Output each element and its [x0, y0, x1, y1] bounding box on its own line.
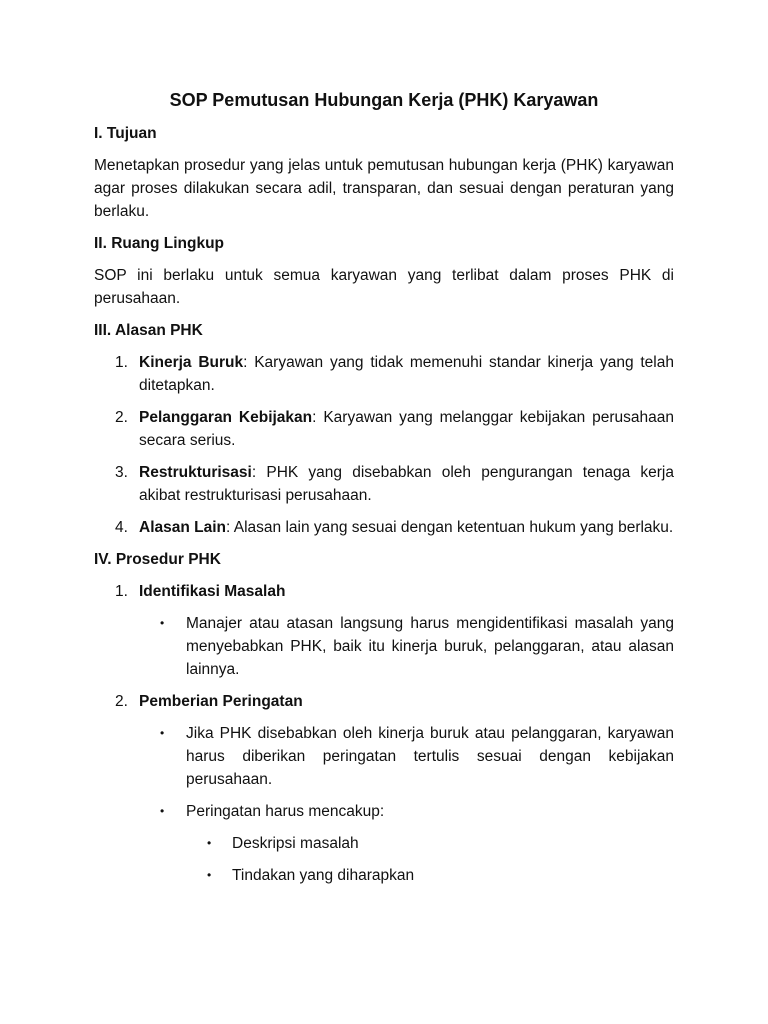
list-item-desc: : PHK yang disebabkan oleh pengurangan tenaga kerja akibat restrukturisasi perusahaan. [139, 464, 674, 504]
list-number: 2. [115, 409, 128, 426]
section-heading-ruang-lingkup: II. Ruang Lingkup [94, 235, 225, 252]
list-item-term: Pelanggaran Kebijakan [139, 409, 313, 426]
sub-bullet-text: Deskripsi masalah [232, 835, 359, 852]
list-item [94, 516, 674, 539]
list-number: 1. [115, 583, 128, 600]
section-heading-tujuan: I. Tujuan [94, 125, 157, 142]
list-item-desc: : Karyawan yang melanggar kebijakan perusahaan secara serius. [139, 409, 674, 449]
document-title: SOP Pemutusan Hubungan Kerja (PHK) Karyawan [169, 90, 599, 110]
bullet-item [94, 800, 674, 887]
procedure-step-peringatan [94, 690, 674, 713]
bullet-list [94, 722, 674, 887]
section-heading-prosedur-phk: IV. Prosedur PHK [94, 551, 221, 568]
bullet-icon: • [207, 868, 212, 882]
paragraph-ruang-lingkup: SOP ini berlaku untuk semua karyawan yang terlibat dalam proses PHK di perusahaan. [94, 267, 674, 307]
list-item [94, 351, 674, 397]
bullet-text: Jika PHK disebabkan oleh kinerja buruk atau pelanggaran, karyawan harus diberikan peringatan tertulis sesuai dengan kebijakan perusahaan. [186, 725, 674, 788]
procedure-step-title: Pemberian Peringatan [139, 693, 303, 710]
bullet-text: Peringatan harus mencakup: [186, 803, 385, 820]
list-item-term: Kinerja Buruk [139, 354, 244, 371]
bullet-icon: • [160, 804, 165, 818]
list-number: 4. [115, 519, 128, 536]
alasan-list [94, 351, 674, 539]
list-number: 1. [115, 354, 128, 371]
sub-bullet-text: Tindakan yang diharapkan [232, 867, 415, 884]
bullet-item [94, 612, 674, 681]
bullet-icon: • [160, 616, 165, 630]
list-item-desc: : Alasan lain yang sesuai dengan ketentuan hukum yang berlaku. [226, 519, 674, 536]
section-heading-alasan-phk: III. Alasan PHK [94, 322, 203, 339]
document-page [94, 88, 674, 896]
procedure-step-title: Identifikasi Masalah [139, 583, 286, 600]
list-item-term: Alasan Lain [139, 519, 226, 536]
bullet-icon: • [207, 836, 212, 850]
list-item-term: Restrukturisasi [139, 464, 252, 481]
list-number: 2. [115, 693, 128, 710]
bullet-item [94, 722, 674, 791]
sub-bullet-list [94, 832, 674, 887]
sub-bullet-item [94, 864, 674, 887]
bullet-text: Manajer atau atasan langsung harus mengidentifikasi masalah yang menyebabkan PHK, baik itu kinerja buruk, pelanggaran, atau alasan lainnya. [186, 615, 674, 678]
list-item [94, 406, 674, 452]
procedure-step-identifikasi [94, 580, 674, 603]
paragraph-tujuan: Menetapkan prosedur yang jelas untuk pemutusan hubungan kerja (PHK) karyawan agar proses dilakukan secara adil, transparan, dan sesuai dengan peraturan yang berlaku. [94, 157, 674, 220]
list-item-desc: : Karyawan yang tidak memenuhi standar kinerja yang telah ditetapkan. [139, 354, 674, 394]
bullet-icon: • [160, 726, 165, 740]
list-number: 3. [115, 464, 128, 481]
list-item [94, 461, 674, 507]
bullet-list [94, 612, 674, 681]
sub-bullet-item [94, 832, 674, 855]
